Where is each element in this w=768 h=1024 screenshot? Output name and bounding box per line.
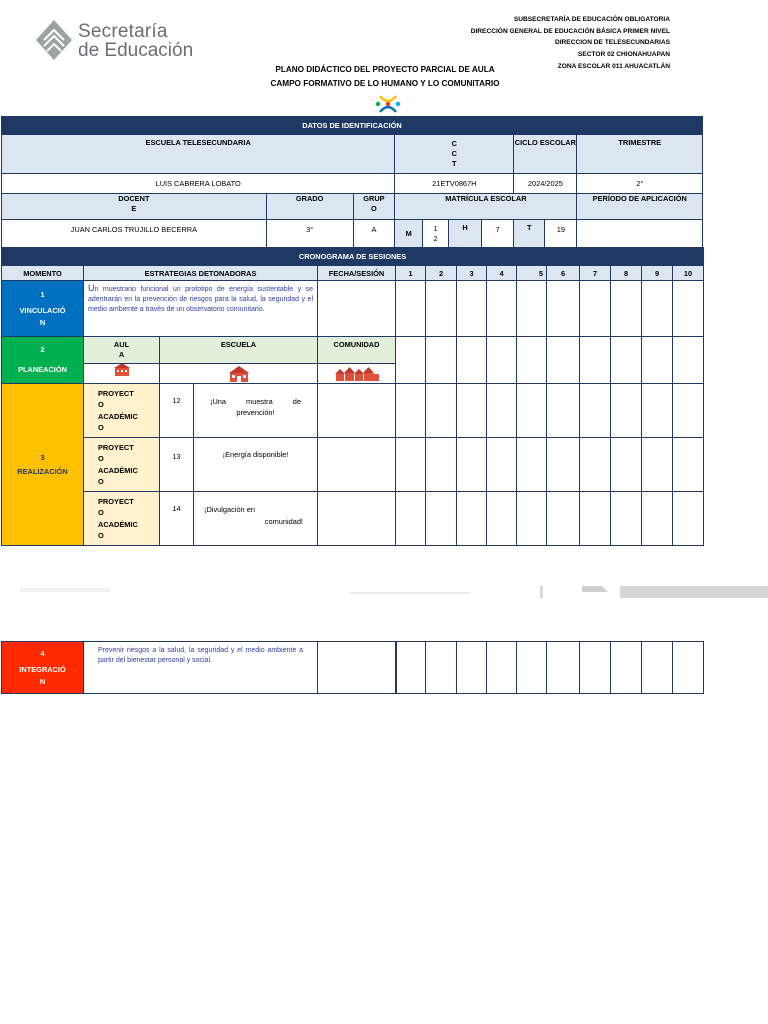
session-header: 3 <box>457 266 487 281</box>
session-cell[interactable] <box>457 337 487 384</box>
strategy-initial: U <box>88 283 95 293</box>
logo-line-1: Secretaría <box>78 21 168 42</box>
ciclo-value: 2024/2025 <box>514 174 577 194</box>
session-header: 7 <box>580 266 611 281</box>
docente-value: JUAN CARLOS TRUJILLO BECERRA <box>2 220 267 248</box>
session-cell[interactable] <box>426 438 457 492</box>
escuela-header: ESCUELA <box>160 337 318 364</box>
tipo-part: ACADÉMIC <box>98 411 138 421</box>
session-cell[interactable] <box>611 281 642 337</box>
actividad <box>194 492 318 546</box>
secretaria-logo-icon <box>34 18 74 62</box>
m-value-part: 2 <box>433 233 438 243</box>
docente-label-part: DOCENT <box>118 194 150 203</box>
session-cell[interactable] <box>426 384 457 438</box>
session-cell[interactable] <box>487 337 517 384</box>
strategy-text: n muestrario funcional un prototipo de energía sustentable y se adentrarán en la prevención de riesgos para la salud, la seguridad y el medio ambiente a través de un observatorio comunitario. <box>88 286 313 313</box>
integracion-strategy: Prevenir riesgos a la salud, la seguridad y el medio ambiente a partir del bienestar personal y social. <box>84 642 318 694</box>
actividad-line: ¡Una muestra de <box>210 397 301 406</box>
session-cell[interactable] <box>457 281 487 337</box>
docente-label <box>2 194 267 220</box>
pa-number: 12 <box>160 384 194 438</box>
cronograma-table <box>1 247 704 546</box>
momento-vinculacion <box>2 281 84 337</box>
identification-table <box>1 116 703 248</box>
session-header: 4 <box>487 266 517 281</box>
logo-line-2: de Educación <box>78 40 194 61</box>
actividad-line: ¡Divulgación en <box>204 505 255 514</box>
momento-label: INTEGRACIÓ <box>19 664 66 674</box>
session-cell[interactable] <box>487 438 517 492</box>
cct-label-char: C <box>451 149 457 158</box>
momento-label: N <box>39 676 46 686</box>
aula-icon <box>114 364 130 377</box>
comunidad-icon <box>335 367 379 381</box>
session-cell[interactable] <box>673 438 704 492</box>
session-header: 6 <box>547 266 580 281</box>
session-cell[interactable] <box>396 384 426 438</box>
session-cell[interactable] <box>396 642 426 694</box>
fecha-cell[interactable] <box>318 281 396 337</box>
tipo-part: ACADÉMIC <box>98 519 138 529</box>
actividad <box>194 384 318 438</box>
proyecto-tipo <box>84 492 160 546</box>
session-cell[interactable] <box>580 281 611 337</box>
session-cell[interactable] <box>673 642 704 694</box>
session-cell[interactable] <box>547 438 580 492</box>
escuela-label: ESCUELA TELESECUNDARIA <box>2 135 395 174</box>
session-cell[interactable] <box>547 384 580 438</box>
momento-realizacion <box>2 384 84 546</box>
momento-label: N <box>39 317 46 327</box>
session-cell[interactable] <box>487 642 517 694</box>
proyecto-tipo <box>84 384 160 438</box>
session-cell[interactable] <box>547 337 580 384</box>
session-cell[interactable] <box>426 281 457 337</box>
session-cell[interactable] <box>457 384 487 438</box>
momento-number: 4 <box>40 648 45 658</box>
session-cell[interactable] <box>396 438 426 492</box>
session-header: 9 <box>642 266 673 281</box>
session-cell[interactable] <box>457 642 487 694</box>
header-line: DIRECCION DE TELESECUNDARIAS <box>554 39 670 47</box>
proyecto-tipo <box>84 438 160 492</box>
session-cell[interactable] <box>673 384 704 438</box>
trimestre-label: TRIMESTRE <box>577 135 703 174</box>
session-cell[interactable] <box>426 642 457 694</box>
session-cell[interactable] <box>517 281 547 337</box>
grado-label: GRADO <box>266 194 353 220</box>
identification-header: DATOS DE IDENTIFICACIÓN <box>2 117 703 135</box>
periodo-value <box>577 220 703 248</box>
cct-label <box>395 135 514 174</box>
session-cell[interactable] <box>611 438 642 492</box>
aula-label <box>84 337 160 364</box>
campo-formativo-emblem-icon <box>374 92 402 116</box>
session-cell[interactable] <box>580 337 611 384</box>
escuela-value: LUIS CABRERA LOBATO <box>2 174 395 194</box>
tipo-part: ACADÉMIC <box>98 465 138 475</box>
fecha-cell[interactable] <box>318 642 396 694</box>
session-cell[interactable] <box>487 384 517 438</box>
header-line: DIRECCIÓN GENERAL DE EDUCACIÓN BÁSICA PRIMER NIVEL <box>470 27 670 35</box>
session-cell[interactable] <box>642 438 673 492</box>
session-cell[interactable] <box>611 642 642 694</box>
session-cell[interactable] <box>673 281 704 337</box>
session-cell[interactable] <box>457 438 487 492</box>
secretaria-logo <box>34 18 204 68</box>
title-line-2: CAMPO FORMATIVO DE LO HUMANO Y LO COMUNITARIO <box>270 78 500 88</box>
cct-value: 21ETV0867H <box>395 174 514 194</box>
session-cell[interactable] <box>517 384 547 438</box>
session-cell[interactable] <box>580 384 611 438</box>
momento-integracion <box>2 642 84 694</box>
fecha-cell[interactable] <box>318 492 396 546</box>
session-cell[interactable] <box>457 492 487 546</box>
docente-label-part: E <box>131 204 137 213</box>
momento-label: PLANEACIÓN <box>18 365 67 374</box>
m-value-part: 1 <box>433 223 438 233</box>
pa-number: 14 <box>160 492 194 546</box>
momento-number: 1 <box>40 289 45 299</box>
cct-label-char: C <box>451 139 457 148</box>
aula-icon-cell <box>84 364 160 384</box>
grupo-label <box>353 194 395 220</box>
matricula-t-value: 19 <box>545 220 577 248</box>
fecha-cell[interactable] <box>396 337 426 384</box>
aula-label-part: A <box>118 350 125 359</box>
tipo-part: O <box>98 423 104 432</box>
cct-label-char: T <box>452 159 457 168</box>
session-cell[interactable] <box>487 281 517 337</box>
matricula-h-value: 7 <box>482 220 514 248</box>
session-cell[interactable] <box>396 492 426 546</box>
session-cell[interactable] <box>517 438 547 492</box>
session-cell[interactable] <box>673 337 704 384</box>
momento-label: VINCULACIÓ <box>19 305 66 315</box>
grupo-value: A <box>353 220 395 248</box>
session-header: 10 <box>673 266 704 281</box>
tipo-part: O <box>98 400 104 409</box>
actividad-line: ¡Energía disponible! <box>222 450 289 459</box>
session-cell[interactable] <box>517 642 547 694</box>
grupo-label-part: GRUP <box>363 194 385 203</box>
actividad <box>194 438 318 492</box>
header-line: SUBSECRETARÍA DE EDUCACIÓN OBLIGATORIA <box>513 16 670 23</box>
fecha-cell[interactable] <box>318 438 396 492</box>
tipo-part: PROYECT <box>98 496 134 506</box>
faded-footer-watermark <box>0 582 768 602</box>
momento-label: REALIZACIÓN <box>17 466 68 476</box>
col-fecha: FECHA/SESIÓN <box>318 266 396 281</box>
ciclo-label: CICLO ESCOLAR <box>514 135 577 174</box>
aula-label-part: AUL <box>113 340 130 349</box>
comunidad-header: COMUNIDAD <box>318 337 396 364</box>
session-cell[interactable] <box>547 492 580 546</box>
tipo-part: O <box>98 531 104 540</box>
periodo-label: PERÍODO DE APLICACIÓN <box>577 194 703 220</box>
cronograma-header: CRONOGRAMA DE SESIONES <box>2 248 704 266</box>
session-cell[interactable] <box>517 337 547 384</box>
session-cell[interactable] <box>517 492 547 546</box>
session-cell[interactable] <box>642 384 673 438</box>
trimestre-value: 2° <box>577 174 703 194</box>
session-cell[interactable] <box>396 281 426 337</box>
comunidad-icon-cell <box>318 364 396 384</box>
session-cell[interactable] <box>642 281 673 337</box>
session-cell[interactable] <box>426 492 457 546</box>
tipo-part: O <box>98 508 104 517</box>
escuela-icon-cell <box>160 364 318 384</box>
tipo-part: PROYECT <box>98 442 134 452</box>
matricula-m-value <box>423 220 449 248</box>
actividad-line: prevención! <box>236 408 275 417</box>
header-line: SECTOR 02 CHIONAHUAPAN <box>577 51 670 59</box>
col-estrategias: ESTRATEGIAS DETONADORAS <box>84 266 318 281</box>
matricula-label: MATRÍCULA ESCOLAR <box>395 194 577 220</box>
session-cell[interactable] <box>673 492 704 546</box>
tipo-part: O <box>98 477 104 486</box>
session-cell[interactable] <box>580 438 611 492</box>
session-cell[interactable] <box>547 642 580 694</box>
session-cell[interactable] <box>580 642 611 694</box>
session-cell[interactable] <box>611 384 642 438</box>
session-cell[interactable] <box>487 492 517 546</box>
matricula-h-label: H <box>448 220 481 248</box>
header-line: ZONA ESCOLAR 011 AHUACATLÁN <box>557 62 670 70</box>
document-title <box>230 63 540 90</box>
session-cell[interactable] <box>611 492 642 546</box>
momento-number: 2 <box>40 345 45 354</box>
vinculacion-strategy <box>84 281 318 337</box>
integracion-table <box>1 641 704 694</box>
momento-planeacion <box>2 337 84 384</box>
col-momento: MOMENTO <box>2 266 84 281</box>
tipo-part: O <box>98 454 104 463</box>
session-cell[interactable] <box>642 337 673 384</box>
title-line-1: PLANO DIDÁCTICO DEL PROYECTO PARCIAL DE AULA <box>275 65 495 74</box>
momento-number: 3 <box>40 452 45 462</box>
pa-number: 13 <box>160 438 194 492</box>
fecha-cell[interactable] <box>318 384 396 438</box>
session-header: 2 <box>426 266 457 281</box>
escuela-icon <box>228 366 250 382</box>
session-cell[interactable] <box>580 492 611 546</box>
session-header: 5 <box>517 266 547 281</box>
grado-value: 3° <box>266 220 353 248</box>
session-cell[interactable] <box>642 642 673 694</box>
grupo-label-part: O <box>371 204 377 213</box>
session-cell[interactable] <box>547 281 580 337</box>
session-cell[interactable] <box>642 492 673 546</box>
session-header: 8 <box>611 266 642 281</box>
tipo-part: PROYECT <box>98 388 134 398</box>
session-cell[interactable] <box>426 337 457 384</box>
matricula-t-label: T <box>514 220 545 248</box>
session-cell[interactable] <box>611 337 642 384</box>
actividad-line: comunidad! <box>264 517 303 526</box>
session-header: 1 <box>396 266 426 281</box>
matricula-m-label: M <box>395 220 423 248</box>
